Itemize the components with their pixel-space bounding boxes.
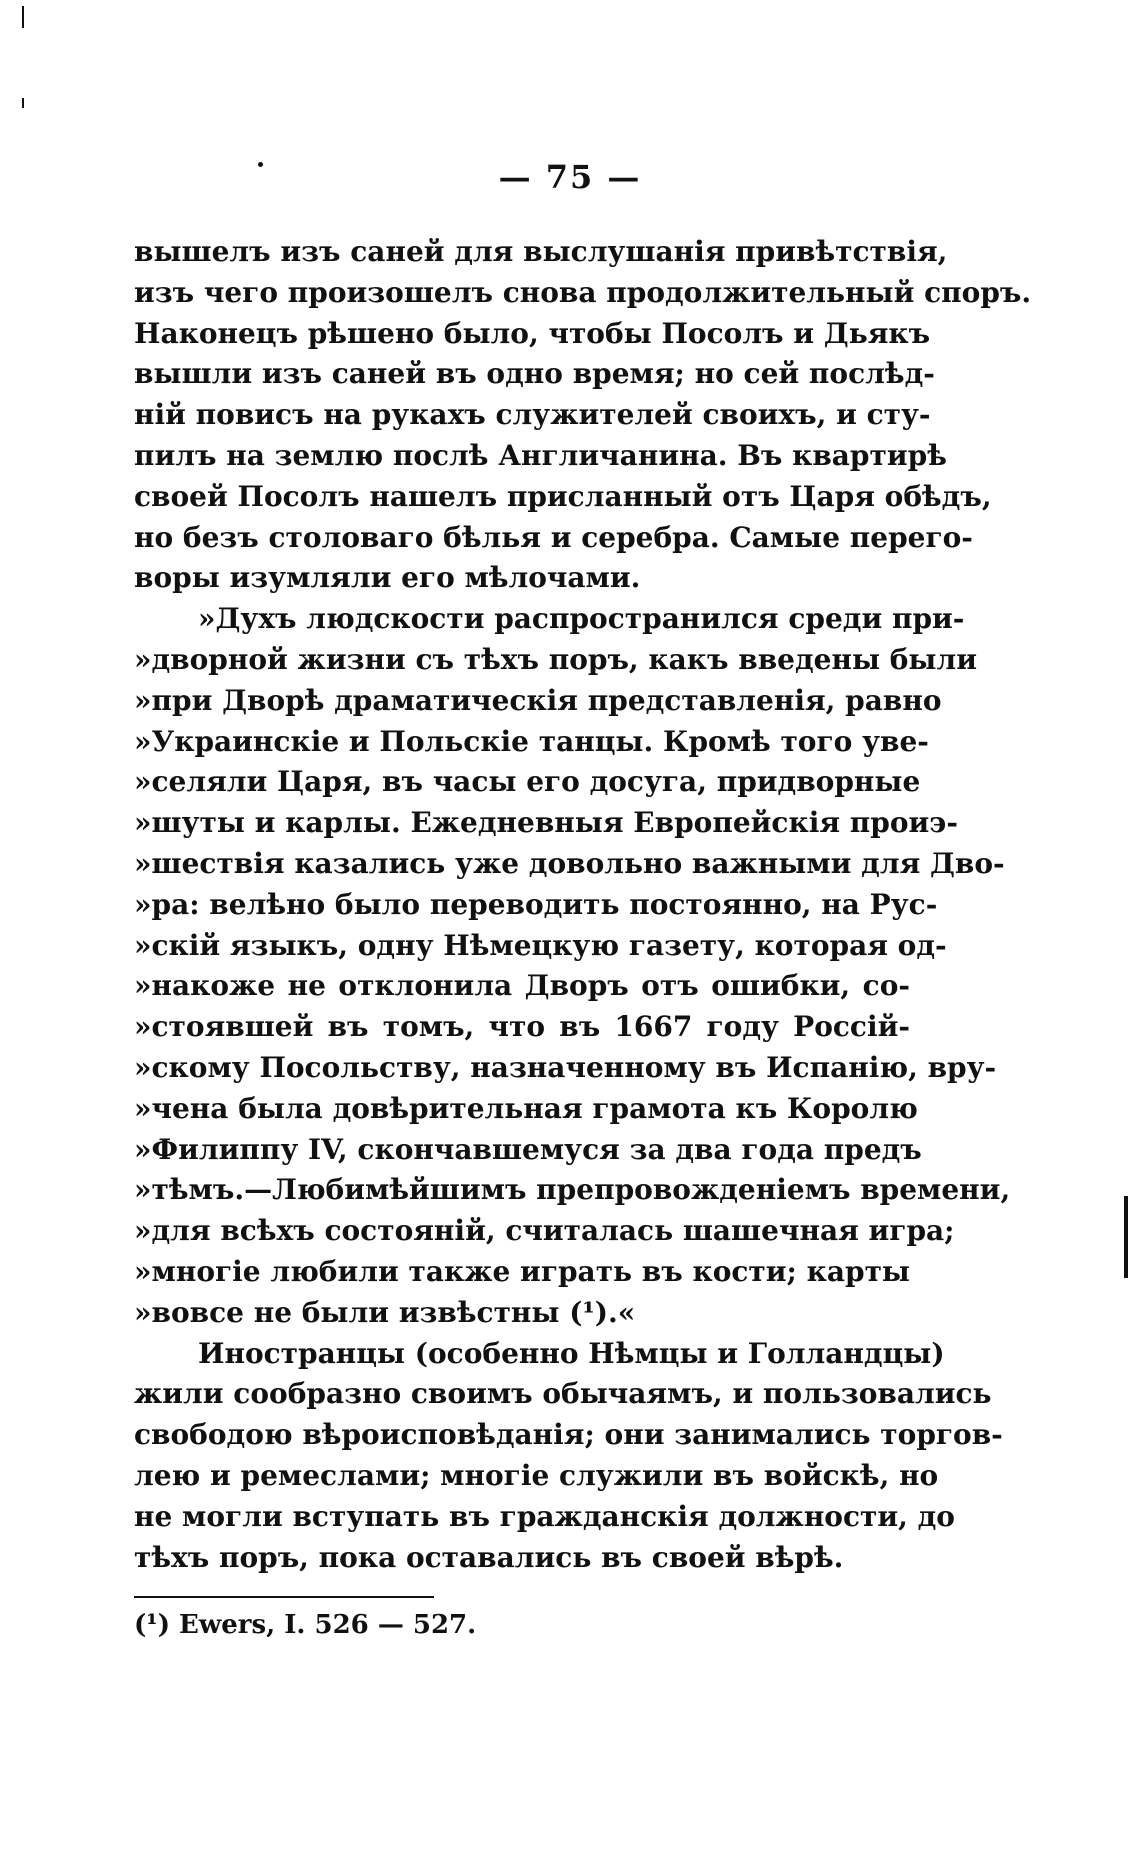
scan-edge-mark bbox=[22, 98, 24, 108]
text-line: лею и ремеслами; многіе служили въ войскѣ, но bbox=[134, 1458, 939, 1492]
page-number: — 75 — bbox=[498, 158, 642, 196]
text-line: »вовсе не были извѣстны (¹).« bbox=[134, 1295, 636, 1329]
text-line: »Духъ людскости распространился среди при- bbox=[198, 602, 965, 636]
text-line: »скому Посольству, назначенному въ Испанію, вру- bbox=[134, 1050, 997, 1084]
text-line: »ра: велѣно было переводить постоянно, на Рус- bbox=[134, 887, 938, 921]
text-line: »селяли Царя, въ часы его досуга, придворные bbox=[134, 765, 921, 799]
scan-edge-mark bbox=[1124, 1196, 1128, 1278]
text-line: вышелъ изъ саней для выслушанія привѣтствія, bbox=[134, 235, 948, 268]
text-line: пилъ на землю послѣ Англичанина. Въ квартирѣ bbox=[134, 438, 947, 472]
scan-speck bbox=[258, 162, 263, 167]
text-line: Иностранцы (особенно Нѣмцы и Голландцы) bbox=[198, 1336, 945, 1370]
text-line: свободою вѣроисповѣданія; они занимались торгов- bbox=[134, 1418, 1003, 1452]
footnote: (¹) Ewers, I. 526 — 527. bbox=[134, 1610, 477, 1640]
text-line: изъ чего произошелъ снова продолжительный споръ. bbox=[134, 275, 1032, 309]
text-line: не могли вступать въ гражданскія должности, до bbox=[134, 1499, 955, 1533]
text-line: воры изумляли его мѣлочами. bbox=[134, 561, 641, 595]
text-line: своей Посолъ нашелъ присланный отъ Царя обѣдъ, bbox=[134, 479, 992, 513]
body-text bbox=[134, 232, 1032, 1578]
text-line: »скій языкъ, одну Нѣмецкую газету, которая од- bbox=[134, 928, 947, 962]
text-line: »для всѣхъ состояній, считалась шашечная игра; bbox=[134, 1214, 955, 1248]
text-line: »стоявшей въ томъ, что въ 1667 году Россій- bbox=[134, 1010, 910, 1044]
text-line: вышли изъ саней въ одно время; но сей послѣд- bbox=[134, 357, 935, 391]
text-line: ній повисъ на рукахъ служителей своихъ, и сту- bbox=[134, 398, 931, 432]
text-line: »при Дворѣ драматическія представленія, равно bbox=[134, 683, 942, 717]
text-line: Наконецъ рѣшено было, чтобы Посолъ и Дьякъ bbox=[134, 316, 931, 350]
text-line: »Украинскіе и Польскіе танцы. Кромѣ того уве- bbox=[134, 724, 929, 758]
text-line: »чена была довѣрительная грамота къ Королю bbox=[134, 1091, 918, 1125]
text-line: жили сообразно своимъ обычаямъ, и пользовались bbox=[134, 1377, 992, 1411]
text-line: »накоже не отклонила Дворъ отъ ошибки, со- bbox=[134, 969, 910, 1003]
text-line: »Филиппу IV, скончавшемуся за два года предъ bbox=[134, 1132, 922, 1166]
footnote-rule bbox=[134, 1596, 434, 1598]
text-line: »шествія казались уже довольно важными для Дво- bbox=[134, 846, 1005, 880]
text-line: но безъ столоваго бѣлья и серебра. Самые перего- bbox=[134, 520, 973, 554]
text-line: »шуты и карлы. Ежедневныя Европейскія проиэ- bbox=[134, 806, 958, 840]
text-line: »тѣмъ.—Любимѣйшимъ препровожденіемъ времени, bbox=[134, 1173, 1011, 1207]
text-line: »многіе любили также играть въ кости; карты bbox=[134, 1254, 910, 1288]
text-line: »дворной жизни съ тѣхъ поръ, какъ введены были bbox=[134, 642, 978, 676]
scan-edge-mark bbox=[22, 6, 24, 28]
text-line: тѣхъ поръ, пока оставались въ своей вѣрѣ. bbox=[134, 1540, 844, 1574]
